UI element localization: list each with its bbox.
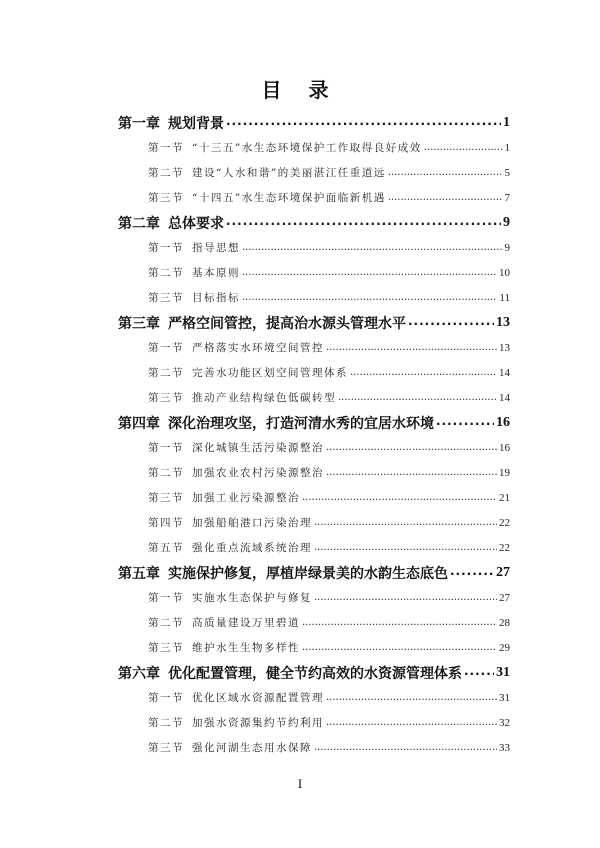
entry-page: 1 — [504, 141, 510, 154]
toc-chapter-entry[interactable] — [118, 310, 510, 335]
toc-section-entry[interactable] — [118, 335, 510, 360]
entry-title: 指导思想 — [192, 242, 240, 254]
entry-page: 29 — [499, 641, 510, 654]
dot-leader — [408, 313, 494, 329]
entry-title: 规划背景 — [168, 115, 224, 132]
toc-section-entry[interactable] — [118, 185, 510, 210]
entry-number: 第三节 — [148, 192, 184, 204]
dot-leader — [242, 266, 497, 278]
entry-page: 5 — [504, 166, 510, 179]
entry-page: 19 — [499, 466, 510, 479]
entry-page: 9 — [504, 241, 510, 254]
toc-section-entry[interactable] — [118, 285, 510, 310]
entry-number: 第一节 — [148, 142, 184, 154]
dot-leader — [326, 716, 497, 728]
entry-title: 加强农业农村污染源整治 — [192, 467, 324, 479]
toc-section-entry[interactable] — [118, 710, 510, 735]
dot-leader — [302, 616, 497, 628]
dot-leader — [388, 166, 503, 178]
entry-page: 27 — [499, 591, 510, 604]
toc-section-entry[interactable] — [118, 160, 510, 185]
entry-page: 33 — [499, 741, 510, 754]
entry-number: 第三节 — [148, 392, 184, 404]
toc-chapter-entry[interactable] — [118, 110, 510, 135]
toc-section-entry[interactable] — [118, 360, 510, 385]
entry-number: 第二章 — [118, 215, 160, 232]
toc-chapter-entry[interactable] — [118, 210, 510, 235]
entry-number: 第一章 — [118, 115, 160, 132]
entry-number: 第一节 — [148, 442, 184, 454]
dot-leader — [242, 291, 497, 303]
dot-leader — [326, 466, 497, 478]
toc-section-entry[interactable] — [118, 385, 510, 410]
toc-section-entry[interactable] — [118, 510, 510, 535]
dot-leader — [338, 391, 497, 403]
dot-leader — [226, 113, 501, 129]
dot-leader — [326, 341, 497, 353]
entry-page: 13 — [499, 341, 510, 354]
dot-leader — [302, 491, 497, 503]
entry-number: 第三节 — [148, 492, 184, 504]
toc-chapter-entry[interactable] — [118, 560, 510, 585]
dot-leader — [314, 541, 497, 553]
toc-section-entry[interactable] — [118, 260, 510, 285]
entry-number: 第三节 — [148, 642, 184, 654]
toc-section-entry[interactable] — [118, 735, 510, 760]
entry-number: 第二节 — [148, 167, 184, 179]
entry-number: 第一节 — [148, 592, 184, 604]
toc-chapter-entry[interactable] — [118, 660, 510, 685]
entry-title: 完善水功能区划空间管理体系 — [192, 367, 348, 379]
entry-title: 强化重点流域系统治理 — [192, 542, 312, 554]
dot-leader — [314, 591, 497, 603]
dot-leader — [350, 366, 497, 378]
entry-title: 优化配置管理，健全节约高效的水资源管理体系 — [168, 665, 462, 682]
entry-title: 强化河湖生态用水保障 — [192, 742, 312, 754]
entry-title: 维护水生生物多样性 — [192, 642, 300, 654]
dot-leader — [388, 191, 503, 203]
entry-title: 严格空间管控，提高治水源头管理水平 — [168, 315, 406, 332]
dot-leader — [424, 141, 503, 153]
entry-page: 13 — [496, 314, 510, 330]
toc-section-entry[interactable] — [118, 435, 510, 460]
entry-number: 第二节 — [148, 367, 184, 379]
entry-number: 第四章 — [118, 415, 160, 432]
entry-number: 第二节 — [148, 617, 184, 629]
entry-page: 10 — [499, 266, 510, 279]
dot-leader — [450, 563, 494, 579]
entry-title: 深化城镇生活污染源整治 — [192, 442, 324, 454]
entry-number: 第三节 — [148, 742, 184, 754]
dot-leader — [314, 741, 497, 753]
toc-section-entry[interactable] — [118, 585, 510, 610]
entry-page: 9 — [503, 214, 510, 230]
page-title: 目 录 — [261, 78, 339, 102]
page-number: I — [297, 776, 303, 791]
entry-title: 深化治理攻坚，打造河清水秀的宜居水环境 — [168, 415, 434, 432]
entry-title: 基本原则 — [192, 267, 240, 279]
entry-title: 实施水生态保护与修复 — [192, 592, 312, 604]
entry-number: 第六章 — [118, 665, 160, 682]
table-of-contents — [118, 110, 510, 760]
dot-leader — [436, 413, 494, 429]
entry-page: 22 — [499, 541, 510, 554]
entry-number: 第四节 — [148, 517, 184, 529]
entry-number: 第五章 — [118, 565, 160, 582]
entry-page: 14 — [499, 391, 510, 404]
entry-title: 建设“人水和谐”的美丽湛江任重道远 — [192, 167, 386, 179]
entry-title: 加强工业污染源整治 — [192, 492, 300, 504]
entry-title: “十四五”水生态环境保护面临新机遇 — [192, 192, 386, 204]
entry-title: 加强船舶港口污染治理 — [192, 517, 312, 529]
entry-page: 22 — [499, 516, 510, 529]
toc-section-entry[interactable] — [118, 135, 510, 160]
toc-section-entry[interactable] — [118, 460, 510, 485]
entry-number: 第一节 — [148, 692, 184, 704]
entry-page: 28 — [499, 616, 510, 629]
dot-leader — [326, 441, 497, 453]
toc-section-entry[interactable] — [118, 685, 510, 710]
entry-page: 32 — [499, 716, 510, 729]
dot-leader — [464, 663, 494, 679]
entry-number: 第三章 — [118, 315, 160, 332]
toc-section-entry[interactable] — [118, 235, 510, 260]
entry-title: 严格落实水环境空间管控 — [192, 342, 324, 354]
entry-page: 16 — [496, 414, 510, 430]
entry-title: 推动产业结构绿色低碳转型 — [192, 392, 336, 404]
dot-leader — [226, 213, 501, 229]
entry-title: 目标指标 — [192, 292, 240, 304]
entry-title: 优化区域水资源配置管理 — [192, 692, 324, 704]
toc-chapter-entry[interactable] — [118, 410, 510, 435]
entry-page: 7 — [504, 191, 510, 204]
dot-leader — [314, 516, 497, 528]
entry-page: 11 — [499, 291, 510, 304]
entry-page: 21 — [499, 491, 510, 504]
entry-number: 第二节 — [148, 717, 184, 729]
entry-title: 总体要求 — [168, 215, 224, 232]
entry-number: 第二节 — [148, 467, 184, 479]
toc-section-entry[interactable] — [118, 610, 510, 635]
toc-section-entry[interactable] — [118, 485, 510, 510]
entry-title: 实施保护修复，厚植岸绿景美的水韵生态底色 — [168, 565, 448, 582]
entry-title: 加强水资源集约节约利用 — [192, 717, 324, 729]
entry-number: 第三节 — [148, 292, 184, 304]
entry-page: 14 — [499, 366, 510, 379]
entry-page: 31 — [496, 664, 510, 680]
entry-number: 第一节 — [148, 242, 184, 254]
entry-title: 高质量建设万里碧道 — [192, 617, 300, 629]
toc-section-entry[interactable] — [118, 635, 510, 660]
entry-page: 31 — [499, 691, 510, 704]
entry-page: 1 — [503, 114, 510, 130]
entry-title: “十三五”水生态环境保护工作取得良好成效 — [192, 142, 422, 154]
dot-leader — [326, 691, 497, 703]
dot-leader — [302, 641, 497, 653]
entry-number: 第二节 — [148, 267, 184, 279]
entry-page: 27 — [496, 564, 510, 580]
toc-section-entry[interactable] — [118, 535, 510, 560]
entry-page: 16 — [499, 441, 510, 454]
entry-number: 第五节 — [148, 542, 184, 554]
dot-leader — [242, 241, 503, 253]
entry-number: 第一节 — [148, 342, 184, 354]
